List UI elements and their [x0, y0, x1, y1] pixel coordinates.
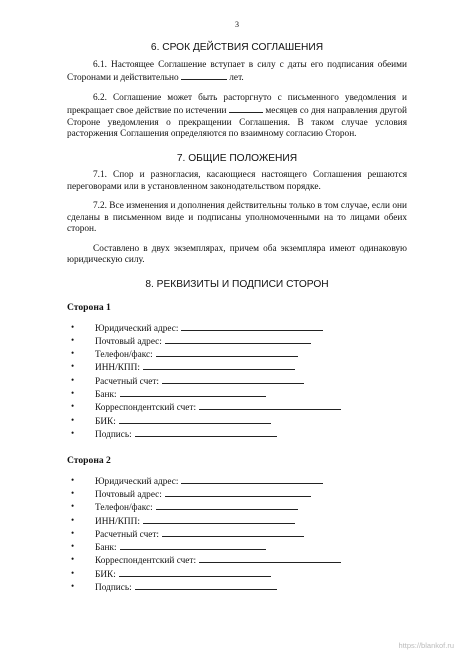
party-2-fields	[67, 475, 407, 595]
party-1-fields	[67, 322, 407, 442]
term-blank	[181, 71, 227, 80]
party-2-legal-address: • Юридический адрес:	[95, 475, 407, 488]
party-1-bik: • БИК:	[95, 415, 407, 428]
section-8-title: 8. РЕКВИЗИТЫ И ПОДПИСИ СТОРОН	[145, 278, 329, 290]
section-7-title: 7. ОБЩИЕ ПОЛОЖЕНИЯ	[176, 152, 298, 164]
paragraph-copies: Составлено в двух экземплярах, причем оба экземпляра имеют одинаковую юридическую силу.	[67, 243, 407, 265]
party-1-postal-address: • Почтовый адрес:	[95, 335, 407, 348]
party-1-inn-kpp: • ИНН/КПП:	[95, 361, 407, 374]
party-2-corr-account: • Корреспондентский счет:	[95, 554, 407, 567]
party-2-title: Сторона 2	[67, 455, 111, 467]
paragraph-7-2: 7.2. Все изменения и дополнения действительны только в том случае, если они сделаны в письменном виде и подписаны уполномоченными на то лицами обеих сторон.	[67, 201, 407, 234]
party-1-account: • Расчетный счет:	[95, 375, 407, 388]
document-body	[67, 42, 407, 594]
page-number: 3	[235, 20, 239, 29]
party-2-bank: • Банк:	[95, 541, 407, 554]
party-2-bik: • БИК:	[95, 568, 407, 581]
party-1-bank: • Банк:	[95, 388, 407, 401]
party-1-title: Сторона 1	[67, 302, 111, 313]
party-2-signature: • Подпись:	[95, 581, 407, 594]
paragraph-6-2: 6.2. Соглашение может быть расторгнуто с письменного уведомления и прекращает свое действие по истечении месяцев со дня направления другой Стороне уведомления о прекращении Соглашения. В таком случае условия расторжения Соглашения определяются по взаимному согласию Сторон.	[67, 92, 407, 139]
party-2-inn-kpp: • ИНН/КПП:	[95, 515, 407, 528]
party-2-account: • Расчетный счет:	[95, 528, 407, 541]
party-1-phone-fax: • Телефон/факс:	[95, 348, 407, 361]
party-2-postal-address: • Почтовый адрес:	[95, 488, 407, 501]
party-1-legal-address: • Юридический адрес:	[95, 322, 407, 335]
party-2-phone-fax: • Телефон/факс:	[95, 501, 407, 514]
party-1-corr-account: • Корреспондентский счет:	[95, 401, 407, 414]
paragraph-7-1: 7.1. Спор и разногласия, касающиеся настоящего Соглашения решаются переговорами или в установленном законодательством порядке.	[67, 170, 407, 192]
footer-watermark-url: https://blankof.ru	[398, 641, 454, 650]
party-1-signature: • Подпись:	[95, 428, 407, 441]
paragraph-6-1: 6.1. Настоящее Соглашение вступает в силу с даты его подписания обеими Сторонами и действительно лет.	[67, 59, 407, 83]
months-blank	[229, 104, 263, 113]
section-6-title: 6. СРОК ДЕЙСТВИЯ СОГЛАШЕНИЯ	[150, 42, 324, 53]
